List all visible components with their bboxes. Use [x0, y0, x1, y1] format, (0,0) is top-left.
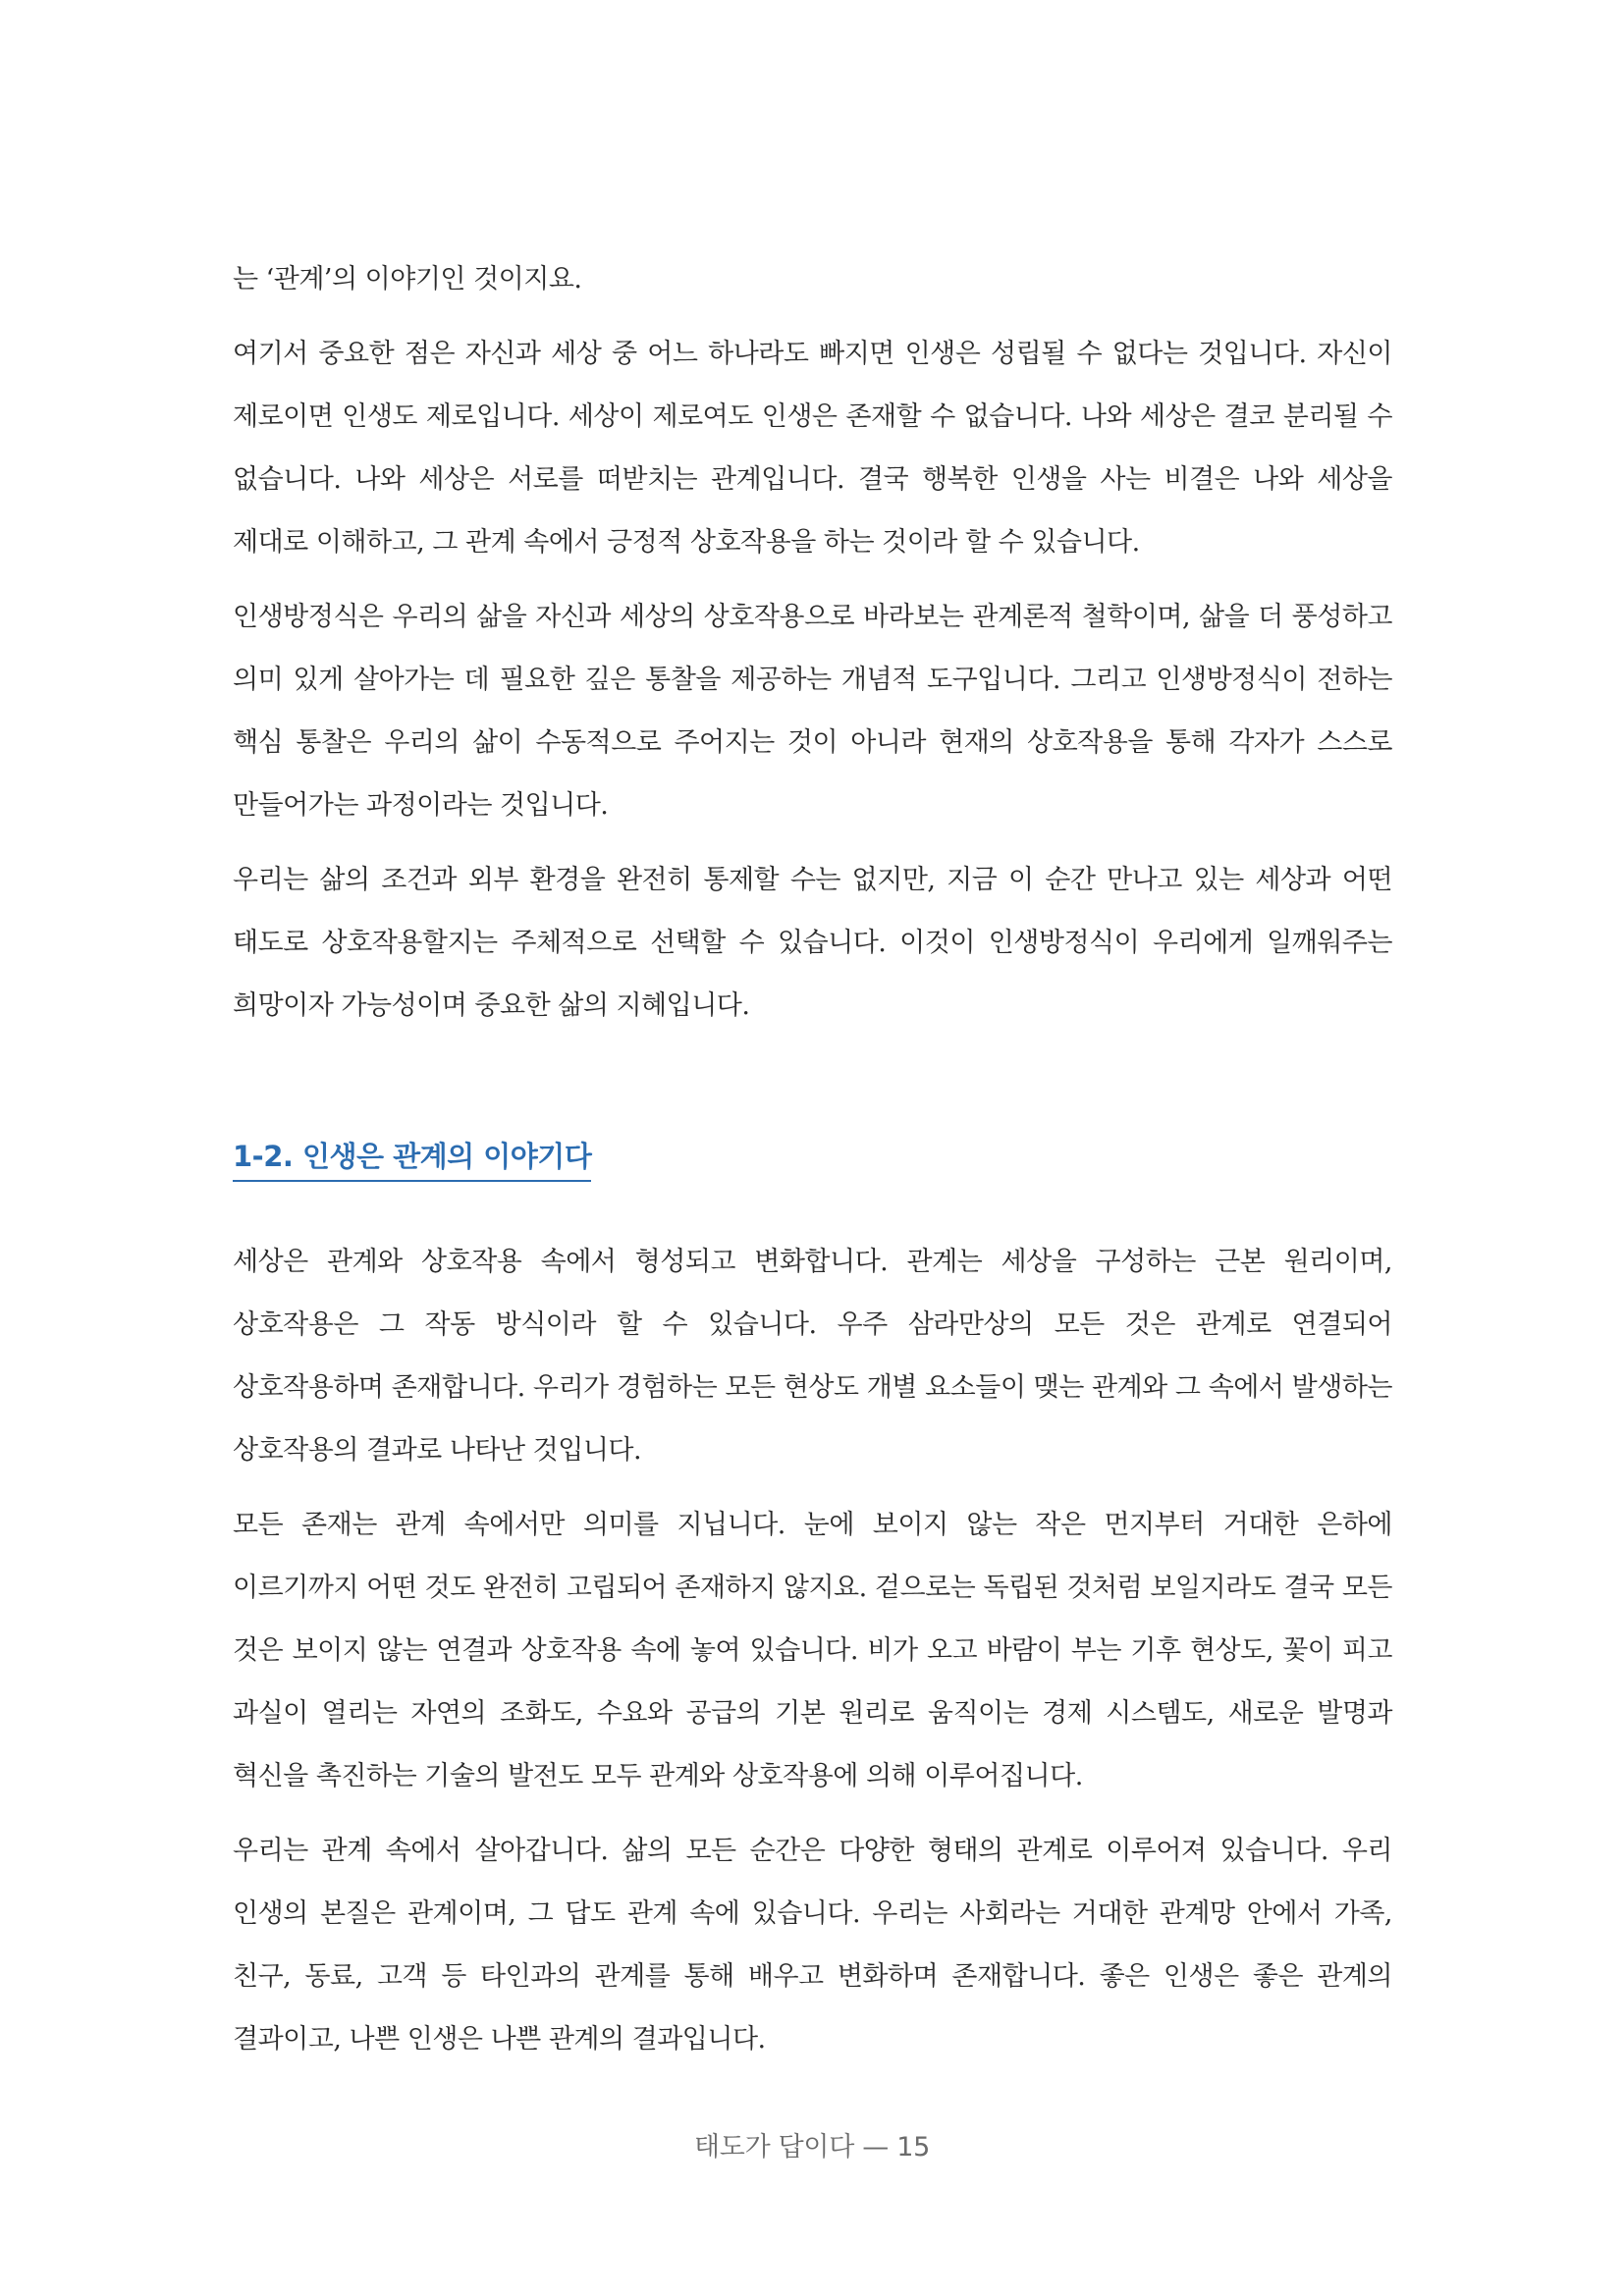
section-heading: 1-2. 인생은 관계의 이야기다 [233, 1139, 591, 1182]
intro-paragraph: 는 ‘관계’의 이야기인 것이지요. [233, 264, 582, 294]
section-paragraph: 모든 존재는 관계 속에서만 의미를 지닙니다. 눈에 보이지 않는 작은 먼지부터 거대한 은하에 이르기까지 어떤 것도 완전히 고립되어 존재하지 않지요. 겉으로는 독립된 것처럼 보일지라도 결국 모든 것은 보이지 않는 연결과 상호작용 속에 놓여 있습니다. 비가 오고 바람이 부는 기후 현상도, 꽃이 피고 과실이 열리는 자연의 조화도, 수요와 공급의 기본 원리로 움직이는 경제 시스템도, 새로운 발명과 혁신을 촉진하는 기술의 발전도 모두 관계와 상호작용에 의해 이루어집니다. [233, 1510, 1392, 1791]
intro-paragraph: 우리는 삶의 조건과 외부 환경을 완전히 통제할 수는 없지만, 지금 이 순간 만나고 있는 세상과 어떤 태도로 상호작용할지는 주체적으로 선택할 수 있습니다. 이것이 인생방정식이 우리에게 일깨워주는 희망이자 가능성이며 중요한 삶의 지혜입니다. [233, 865, 1392, 1021]
section-paragraph: 우리는 관계 속에서 살아갑니다. 삶의 모든 순간은 다양한 형태의 관계로 이루어져 있습니다. 우리 인생의 본질은 관계이며, 그 답도 관계 속에 있습니다. 우리는 사회라는 거대한 관계망 안에서 가족, 친구, 동료, 고객 등 타인과의 관계를 통해 배우고 변화하며 존재합니다. 좋은 인생은 좋은 관계의 결과이고, 나쁜 인생은 나쁜 관계의 결과입니다. [233, 1836, 1392, 2055]
section-text-block [233, 1231, 1392, 2071]
page-footer: 태도가 답이다 — 15 [694, 2132, 930, 2163]
intro-text-block [233, 248, 1392, 1038]
intro-paragraph: 여기서 중요한 점은 자신과 세상 중 어느 하나라도 빠지면 인생은 성립될 수 없다는 것입니다. 자신이 제로이면 인생도 제로입니다. 세상이 제로여도 인생은 존재할 수 없습니다. 나와 세상은 결코 분리될 수 없습니다. 나와 세상은 서로를 떠받치는 관계입니다. 결국 행복한 인생을 사는 비결은 나와 세상을 제대로 이해하고, 그 관계 속에서 긍정적 상호작용을 하는 것이라 할 수 있습니다. [233, 339, 1392, 558]
section-paragraph: 세상은 관계와 상호작용 속에서 형성되고 변화합니다. 관계는 세상을 구성하는 근본 원리이며, 상호작용은 그 작동 방식이라 할 수 있습니다. 우주 삼라만상의 모든 것은 관계로 연결되어 상호작용하며 존재합니다. 우리가 경험하는 모든 현상도 개별 요소들이 맺는 관계와 그 속에서 발생하는 상호작용의 결과로 나타난 것입니다. [233, 1247, 1392, 1466]
intro-paragraph: 인생방정식은 우리의 삶을 자신과 세상의 상호작용으로 바라보는 관계론적 철학이며, 삶을 더 풍성하고 의미 있게 살아가는 데 필요한 깊은 통찰을 제공하는 개념적 도구입니다. 그리고 인생방정식이 전하는 핵심 통찰은 우리의 삶이 수동적으로 주어지는 것이 아니라 현재의 상호작용을 통해 각자가 스스로 만들어가는 과정이라는 것입니다. [233, 602, 1392, 821]
